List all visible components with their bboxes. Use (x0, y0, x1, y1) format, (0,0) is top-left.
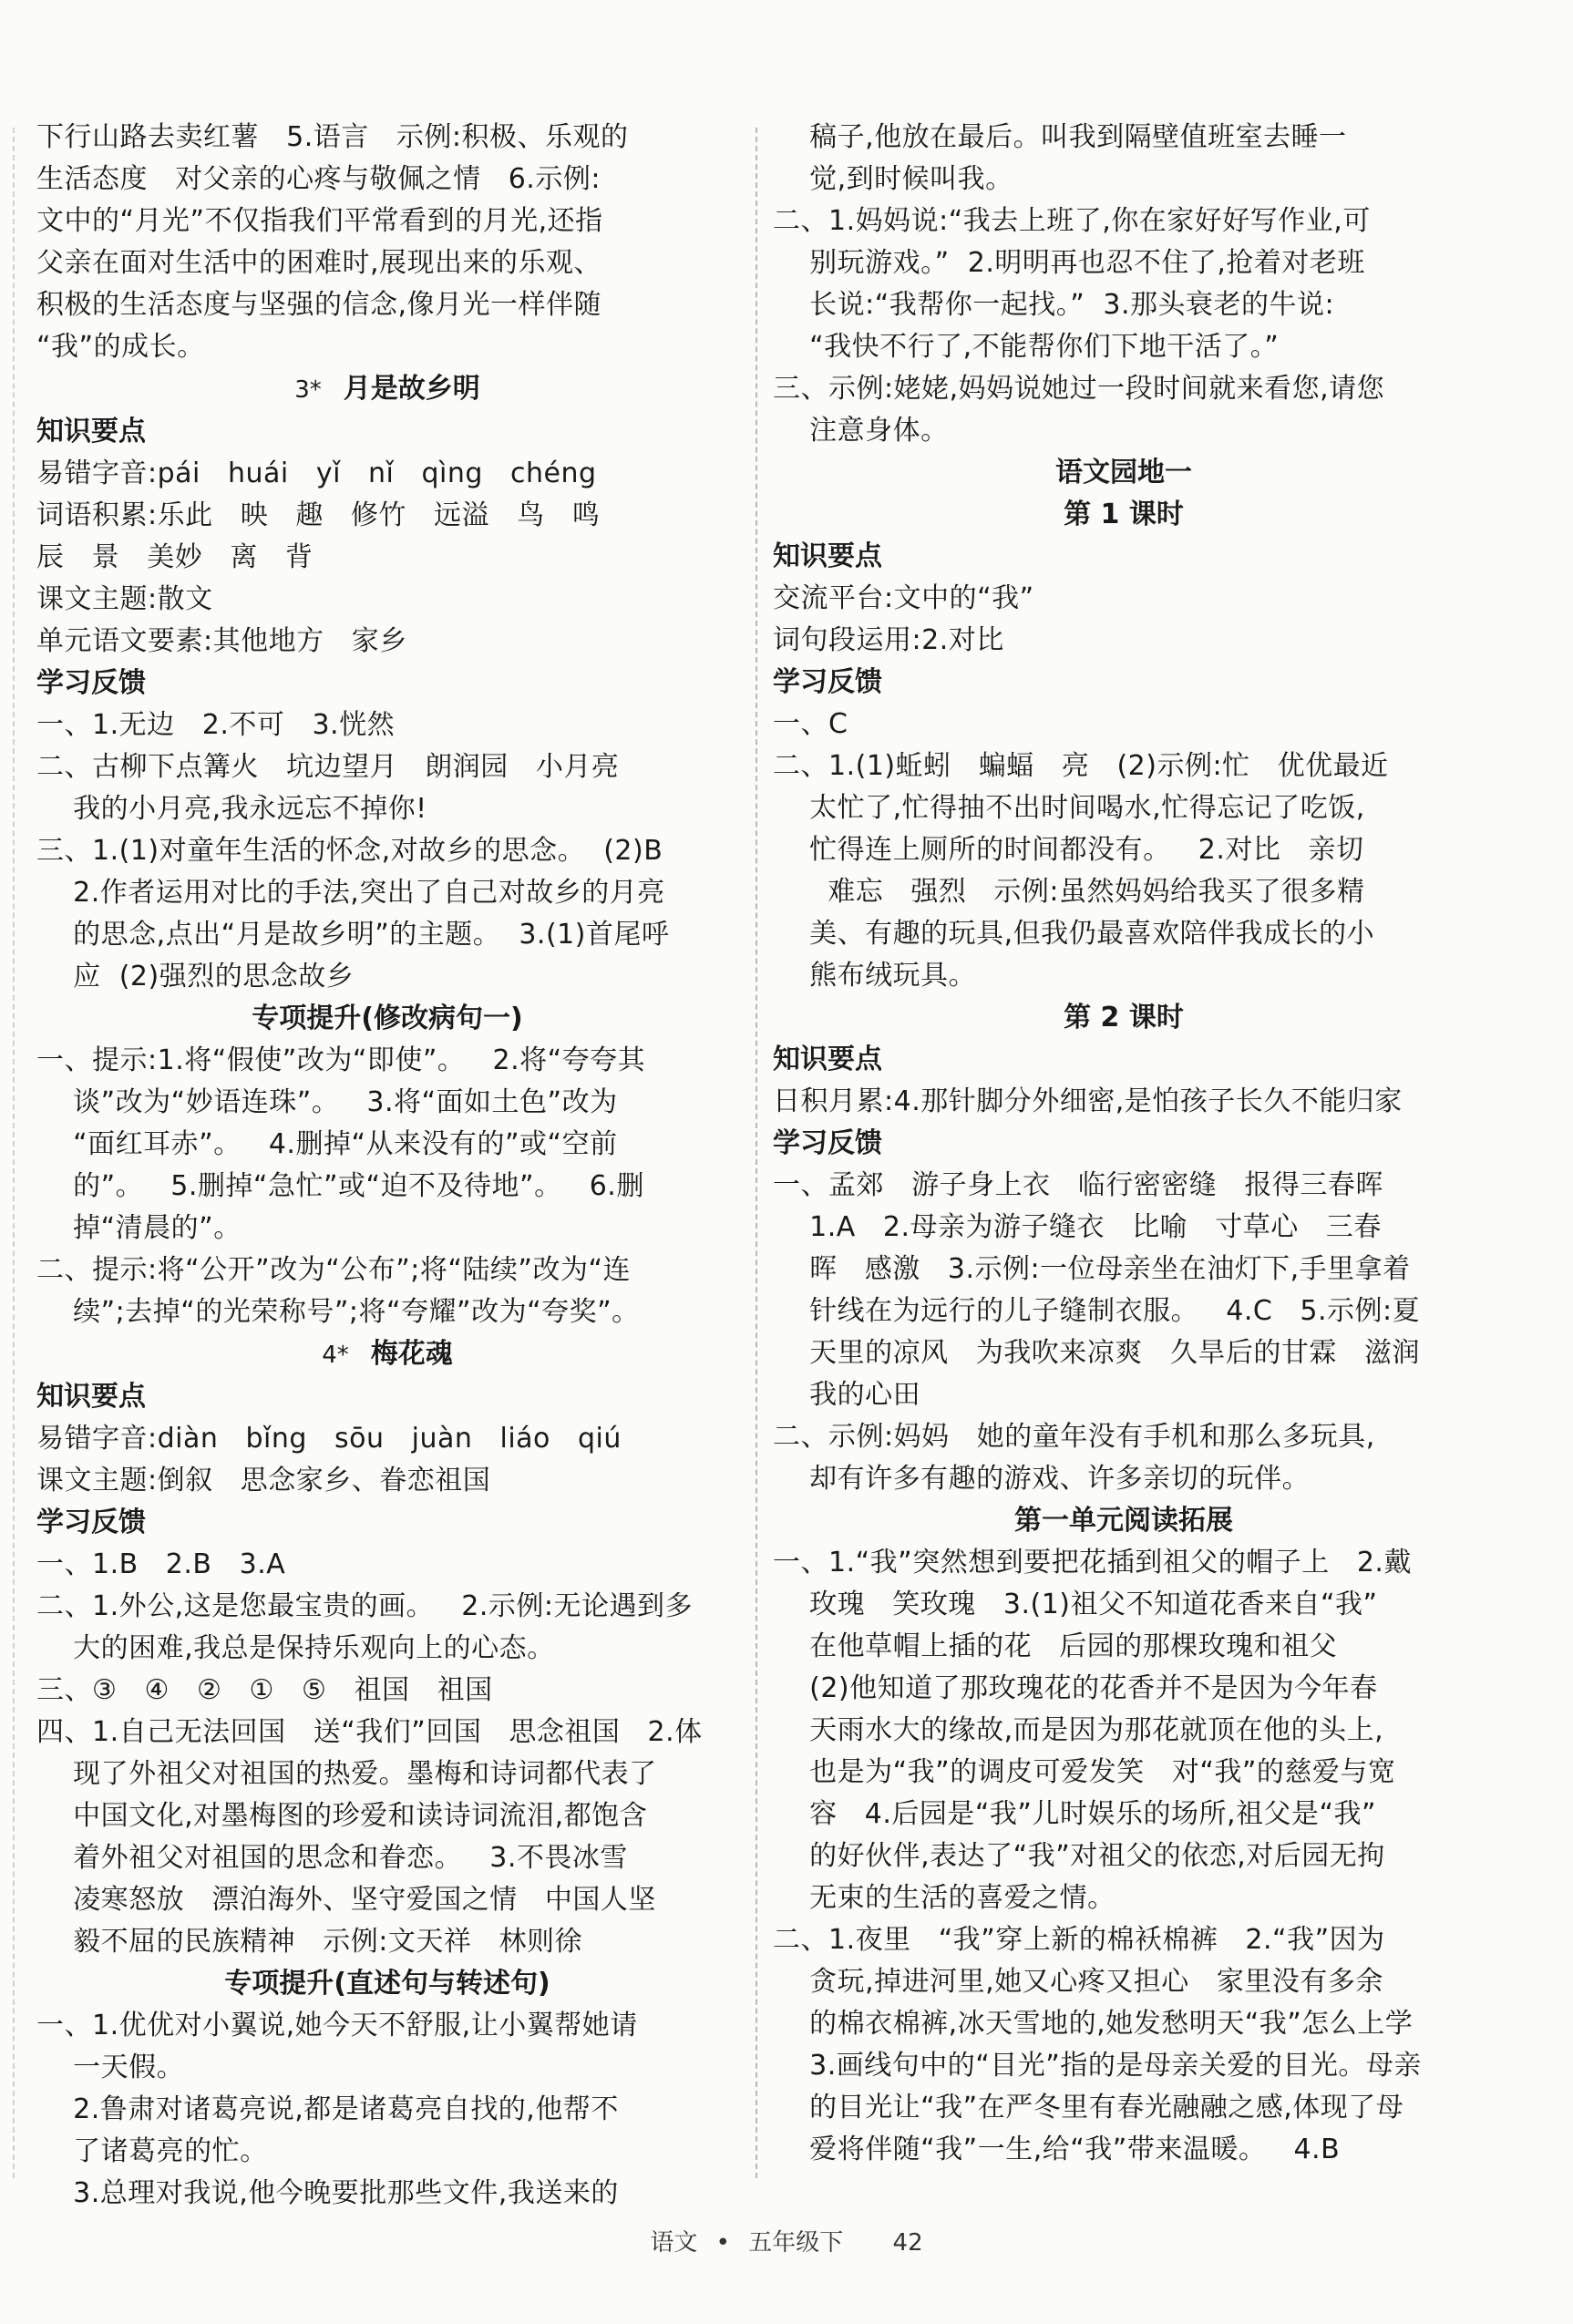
section-title (36, 1333, 738, 1376)
answer-line: 我的心田 (773, 1379, 921, 1411)
answer-line: 单元语文要素:其他地方 家乡 (36, 625, 407, 657)
answer-line: 3.画线句中的“目光”指的是母亲关爱的目光。母亲 (773, 2050, 1422, 2082)
answer-line: 二、1.妈妈说:“我去上班了,你在家好好写作业,可 (773, 205, 1371, 237)
page-footer (0, 2224, 1573, 2257)
footer-separator: • (715, 2229, 730, 2257)
answer-line: 天里的凉风 为我吹来凉爽 久旱后的甘霖 滋润 (773, 1337, 1420, 1369)
answer-line: 二、示例:妈妈 她的童年没有手机和那么多玩具, (773, 1421, 1375, 1453)
subsection-heading: 知识要点 (36, 416, 146, 447)
answer-line: “我快不行了,不能帮你们下地干活了。” (773, 331, 1280, 363)
answer-line: 词句段运用:2.对比 (773, 624, 1004, 656)
answer-line: 父亲在面对生活中的困难时,展现出来的乐观、 (36, 247, 602, 279)
left-column (36, 117, 738, 2215)
answer-line: 一、提示:1.将“假使”改为“即使”。 2.将“夸夸其 (36, 1044, 646, 1076)
answer-line: 玫瑰 笑玫瑰 3.(1)祖父不知道花香来自“我” (773, 1589, 1378, 1620)
answer-line: 容 4.后园是“我”儿时娱乐的场所,祖父是“我” (773, 1798, 1377, 1830)
answer-line: 一天假。 (36, 2051, 185, 2083)
answer-line: 二、1.夜里 “我”穿上新的棉袄棉裤 2.“我”因为 (773, 1924, 1385, 1956)
lesson-number: 3* (294, 376, 322, 404)
binding-edge-line (13, 128, 15, 2178)
column-divider (756, 128, 757, 2178)
answer-line: 别玩游戏。” 2.明明再也忍不住了,抢着对老班 (773, 247, 1365, 279)
answer-line: 太忙了,忙得抽不出时间喝水,忙得忘记了吃饭, (773, 792, 1365, 824)
answer-line: 3.总理对我说,他今晚要批那些文件,我送来的 (36, 2177, 619, 2209)
section-title (773, 997, 1475, 1039)
answer-line: 天雨水大的缘故,而是因为那花就顶在他的头上, (773, 1714, 1384, 1746)
answer-line: 着外祖父对祖国的思念和眷恋。 3.不畏冰雪 (36, 1842, 628, 1874)
answer-line: 的目光让“我”在严冬里有春光融融之感,体现了母 (773, 2092, 1404, 2123)
answer-line: 在他草帽上插的花 后园的那棵玫瑰和祖父 (773, 1630, 1338, 1662)
section-title (36, 1963, 738, 2005)
answer-line: 二、古柳下点篝火 坑边望月 朗润园 小月亮 (36, 751, 620, 783)
section-title-text: 第一单元阅读拓展 (1014, 1505, 1233, 1537)
answer-line: 毅不屈的民族精神 示例:文天祥 林则徐 (36, 1926, 582, 1958)
answer-line: 晖 感激 3.示例:一位母亲坐在油灯下,手里拿着 (773, 1253, 1411, 1285)
answer-line: 觉,到时候叫我。 (773, 163, 1013, 195)
answer-line: 日积月累:4.那针脚分外细密,是怕孩子长久不能归家 (773, 1085, 1403, 1117)
answer-line: 的思念,点出“月是故乡明”的主题。 3.(1)首尾呼 (36, 919, 670, 951)
answer-line: 应 (2)强烈的思念故乡 (36, 961, 355, 992)
section-title (36, 998, 738, 1040)
answer-line: 的好伙伴,表达了“我”对祖父的依恋,对后园无拘 (773, 1840, 1385, 1872)
answer-line: 却有许多有趣的游戏、许多亲切的玩伴。 (773, 1463, 1311, 1495)
answer-line: 2.作者运用对比的手法,突出了自己对故乡的月亮 (36, 877, 665, 909)
answer-line: 熊布绒玩具。 (773, 960, 977, 992)
subsection-heading: 学习反馈 (36, 1506, 146, 1538)
answer-line: (2)他知道了那玫瑰花的花香并不是因为今年春 (773, 1672, 1378, 1704)
section-title (773, 494, 1475, 536)
answer-line: 针线在为远行的儿子缝制衣服。 4.C 5.示例:夏 (773, 1295, 1421, 1327)
answer-line: 的棉衣棉裤,冰天雪地的,她发愁明天“我”怎么上学 (773, 2008, 1414, 2040)
answer-line: 三、③ ④ ② ① ⑤ 祖国 祖国 (36, 1674, 493, 1706)
answer-line: 了诸葛亮的忙。 (36, 2135, 268, 2167)
answer-line: 掉“清晨的”。 (36, 1212, 242, 1244)
answer-line: 一、1.B 2.B 3.A (36, 1548, 286, 1580)
answer-line: 现了外祖父对祖国的热爱。墨梅和诗词都代表了 (36, 1758, 657, 1790)
subsection-heading: 知识要点 (773, 1044, 882, 1075)
page-number: 42 (892, 2229, 923, 2257)
section-title-text: 第 1 课时 (1064, 499, 1184, 530)
answer-line: “面红耳赤”。 4.删掉“从来没有的”或“空前 (36, 1128, 618, 1160)
answer-line: 三、示例:姥姥,妈妈说她过一段时间就来看您,请您 (773, 373, 1385, 405)
section-title (36, 368, 738, 411)
section-title-text: 月是故乡明 (343, 373, 480, 405)
answer-line: 也是为“我”的调皮可爱发笑 对“我”的慈爱与宽 (773, 1756, 1396, 1788)
answer-line: 难忘 强烈 示例:虽然妈妈给我买了很多精 (773, 876, 1365, 908)
answer-line: 交流平台:文中的“我” (773, 582, 1034, 614)
lesson-number: 4* (322, 1342, 349, 1369)
answer-line: 一、孟郊 游子身上衣 临行密密缝 报得三春晖 (773, 1169, 1383, 1201)
answer-line: 三、1.(1)对童年生活的怀念,对故乡的思念。 (2)B (36, 835, 663, 867)
answer-line: 二、1.(1)蚯蚓 蝙蝠 亮 (2)示例:忙 优优最近 (773, 750, 1389, 782)
footer-subject: 语文 (650, 2229, 698, 2257)
answer-line: 易错字音:diàn bǐng sōu juàn liáo qiú (36, 1423, 622, 1455)
answer-line: 一、1.“我”突然想到要把花插到祖父的帽子上 2.戴 (773, 1547, 1412, 1578)
subsection-heading: 知识要点 (36, 1381, 146, 1413)
answer-line: 四、1.自己无法回国 送“我们”回国 思念祖国 2.体 (36, 1716, 703, 1748)
answer-line: 续”;去掉“的光荣称号”;将“夸耀”改为“夸奖”。 (36, 1296, 640, 1328)
section-title-text: 专项提升(修改病句一) (252, 1003, 523, 1034)
section-title-text: 第 2 课时 (1064, 1002, 1184, 1033)
answer-line: 课文主题:倒叙 思念家乡、眷恋祖国 (36, 1465, 491, 1496)
answer-line: 的”。 5.删掉“急忙”或“迫不及待地”。 6.删 (36, 1170, 644, 1202)
answer-line: 文中的“月光”不仅指我们平常看到的月光,还指 (36, 205, 603, 237)
answer-line: “我”的成长。 (36, 331, 205, 363)
answer-line: 稿子,他放在最后。叫我到隔壁值班室去睡一 (773, 121, 1347, 153)
answer-line: 易错字音:pái huái yǐ nǐ qìng chéng (36, 458, 597, 489)
section-title-text: 梅花魂 (370, 1338, 453, 1370)
answer-line: 中国文化,对墨梅图的珍爱和读诗词流泪,都饱含 (36, 1800, 648, 1832)
footer-grade: 五年级下 (748, 2229, 844, 2257)
answer-line: 一、1.无边 2.不可 3.恍然 (36, 709, 396, 741)
answer-line: 贪玩,掉进河里,她又心疼又担心 家里没有多余 (773, 1966, 1383, 1998)
subsection-heading: 学习反馈 (36, 667, 146, 699)
subsection-heading: 学习反馈 (773, 666, 882, 698)
answer-line: 长说:“我帮你一起找。” 3.那头衰老的牛说: (773, 289, 1335, 321)
answer-line: 一、C (773, 708, 848, 740)
section-title-text: 语文园地一 (1055, 457, 1192, 488)
answer-line: 无束的生活的喜爱之情。 (773, 1882, 1115, 1914)
answer-line: 1.A 2.母亲为游子缝衣 比喻 寸草心 三春 (773, 1211, 1382, 1243)
answer-line: 大的困难,我总是保持乐观向上的心态。 (36, 1632, 555, 1664)
answer-line: 2.鲁肃对诸葛亮说,都是诸葛亮自找的,他帮不 (36, 2093, 619, 2125)
answer-line: 下行山路去卖红薯 5.语言 示例:积极、乐观的 (36, 121, 629, 153)
answer-line: 注意身体。 (773, 415, 949, 447)
subsection-heading: 学习反馈 (773, 1127, 882, 1159)
answer-line: 爱将伴随“我”一生,给“我”带来温暖。 4.B (773, 2134, 1341, 2165)
answer-line: 美、有趣的玩具,但我仍最喜欢陪伴我成长的小 (773, 918, 1375, 950)
section-title (773, 452, 1475, 494)
answer-line: 辰 景 美妙 离 背 (36, 541, 314, 573)
answer-line: 我的小月亮,我永远忘不掉你! (36, 793, 427, 825)
answer-line: 忙得连上厕所的时间都没有。 2.对比 亲切 (773, 834, 1364, 866)
answer-line: 凌寒怒放 漂泊海外、坚守爱国之情 中国人坚 (36, 1884, 656, 1916)
section-title (773, 1500, 1475, 1542)
subsection-heading: 知识要点 (773, 540, 882, 572)
answer-line: 词语积累:乐此 映 趣 修竹 远溢 鸟 鸣 (36, 499, 601, 531)
answer-line: 课文主题:散文 (36, 583, 213, 615)
right-column (773, 117, 1475, 2171)
answer-line: 一、1.优优对小翼说,她今天不舒服,让小翼帮她请 (36, 2010, 638, 2041)
answer-line: 积极的生活态度与坚强的信念,像月光一样伴随 (36, 289, 602, 321)
answer-line: 谈”改为“妙语连珠”。 3.将“面如土色”改为 (36, 1086, 618, 1118)
section-title-text: 专项提升(直述句与转述句) (224, 1968, 550, 2000)
answer-line: 二、1.外公,这是您最宝贵的画。 2.示例:无论遇到多 (36, 1590, 693, 1622)
answer-line: 二、提示:将“公开”改为“公布”;将“陆续”改为“连 (36, 1254, 632, 1286)
answer-line: 生活态度 对父亲的心疼与敬佩之情 6.示例: (36, 163, 601, 195)
